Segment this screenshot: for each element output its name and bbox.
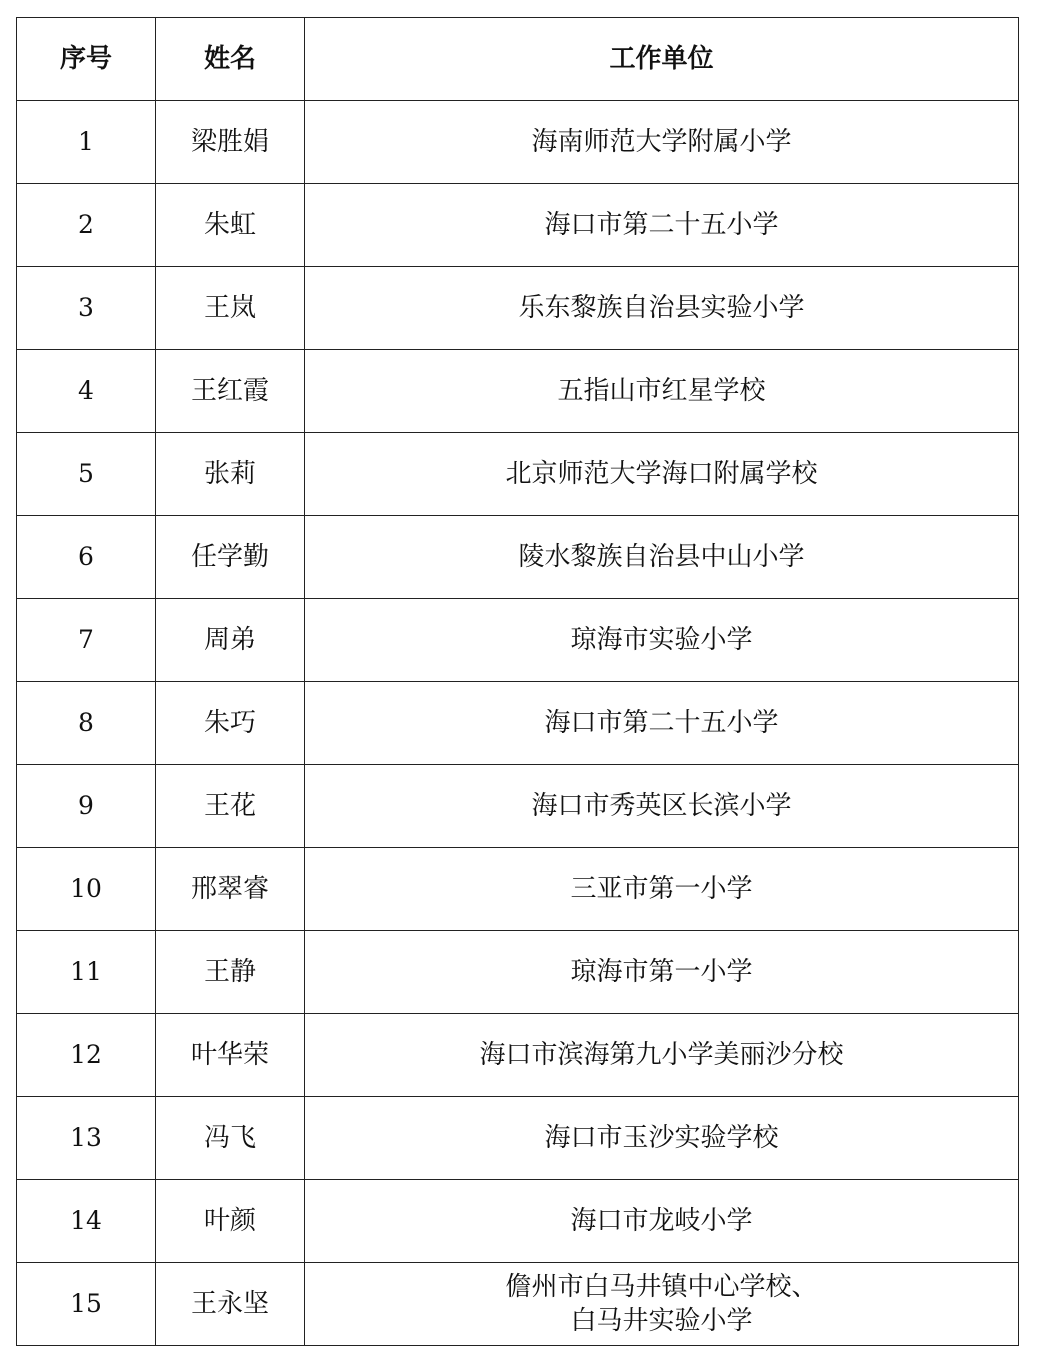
- work-unit-line: 琼海市第一小学: [570, 957, 753, 987]
- header-work-unit: 工作单位: [305, 18, 1019, 101]
- work-unit-line: 陵水黎族自治县中山小学: [518, 542, 805, 572]
- serial-number-cell: 14: [17, 1180, 156, 1263]
- name-cell: 朱虹: [156, 184, 305, 267]
- name-cell: 冯飞: [156, 1097, 305, 1180]
- table-row: [17, 350, 1019, 433]
- serial-number-cell: 2: [17, 184, 156, 267]
- serial-number-cell: 10: [17, 848, 156, 931]
- work-unit-line: 白马井实验小学: [570, 1306, 753, 1336]
- table-row: [17, 1263, 1019, 1346]
- serial-number-cell: 9: [17, 765, 156, 848]
- name-cell: 张莉: [156, 433, 305, 516]
- work-unit-line: 儋州市白马井镇中心学校、: [505, 1272, 818, 1302]
- work-unit-line: 海口市秀英区长滨小学: [531, 791, 792, 821]
- serial-number-cell: 3: [17, 267, 156, 350]
- serial-number-cell: 15: [17, 1263, 156, 1346]
- work-unit-line: 五指山市红星学校: [557, 376, 766, 406]
- name-cell: 叶颜: [156, 1180, 305, 1263]
- work-unit-cell: [305, 1180, 1019, 1263]
- table-row: [17, 1014, 1019, 1097]
- name-cell: 王花: [156, 765, 305, 848]
- table-body: [17, 101, 1019, 1346]
- table-row: [17, 184, 1019, 267]
- serial-number-cell: 12: [17, 1014, 156, 1097]
- table-row: [17, 682, 1019, 765]
- work-unit-line: 海口市滨海第九小学美丽沙分校: [479, 1040, 844, 1070]
- serial-number-cell: 8: [17, 682, 156, 765]
- work-unit-cell: [305, 101, 1019, 184]
- header-row: [17, 18, 1019, 101]
- work-unit-line: 海口市龙岐小学: [570, 1206, 753, 1236]
- serial-number-cell: 7: [17, 599, 156, 682]
- name-cell: 任学勤: [156, 516, 305, 599]
- work-unit-cell: [305, 599, 1019, 682]
- name-cell: 王静: [156, 931, 305, 1014]
- work-unit-cell: [305, 516, 1019, 599]
- work-unit-line: 琼海市实验小学: [570, 625, 753, 655]
- table-row: [17, 101, 1019, 184]
- work-unit-line: 乐东黎族自治县实验小学: [518, 293, 805, 323]
- name-cell: 叶华荣: [156, 1014, 305, 1097]
- table-row: [17, 931, 1019, 1014]
- work-unit-cell: [305, 1014, 1019, 1097]
- table-row: [17, 1097, 1019, 1180]
- staff-table: [16, 17, 1019, 1346]
- name-cell: 邢翠睿: [156, 848, 305, 931]
- work-unit-cell: [305, 184, 1019, 267]
- header-name: 姓名: [156, 18, 305, 101]
- name-cell: 王红霞: [156, 350, 305, 433]
- work-unit-line: 海口市第二十五小学: [544, 210, 779, 240]
- work-unit-cell: [305, 1097, 1019, 1180]
- name-cell: 朱巧: [156, 682, 305, 765]
- work-unit-cell: [305, 931, 1019, 1014]
- work-unit-line: 三亚市第一小学: [570, 874, 753, 904]
- name-cell: 王永坚: [156, 1263, 305, 1346]
- name-cell: 周弟: [156, 599, 305, 682]
- work-unit-line: 北京师范大学海口附属学校: [505, 459, 818, 489]
- work-unit-cell: [305, 350, 1019, 433]
- serial-number-cell: 13: [17, 1097, 156, 1180]
- serial-number-cell: 11: [17, 931, 156, 1014]
- serial-number-cell: 5: [17, 433, 156, 516]
- table-row: [17, 267, 1019, 350]
- work-unit-line: 海口市第二十五小学: [544, 708, 779, 738]
- work-unit-cell: [305, 682, 1019, 765]
- table-row: [17, 848, 1019, 931]
- table-row: [17, 765, 1019, 848]
- table-row: [17, 516, 1019, 599]
- table-row: [17, 433, 1019, 516]
- work-unit-cell: [305, 267, 1019, 350]
- work-unit-cell: [305, 765, 1019, 848]
- serial-number-cell: 4: [17, 350, 156, 433]
- work-unit-line: 海南师范大学附属小学: [531, 127, 792, 157]
- name-cell: 王岚: [156, 267, 305, 350]
- serial-number-cell: 1: [17, 101, 156, 184]
- name-cell: 梁胜娟: [156, 101, 305, 184]
- table-header: [17, 18, 1019, 101]
- table-row: [17, 1180, 1019, 1263]
- work-unit-cell: [305, 433, 1019, 516]
- work-unit-line: 海口市玉沙实验学校: [544, 1123, 779, 1153]
- table-row: [17, 599, 1019, 682]
- header-serial-number: 序号: [17, 18, 156, 101]
- work-unit-cell: [305, 1263, 1019, 1346]
- work-unit-cell: [305, 848, 1019, 931]
- serial-number-cell: 6: [17, 516, 156, 599]
